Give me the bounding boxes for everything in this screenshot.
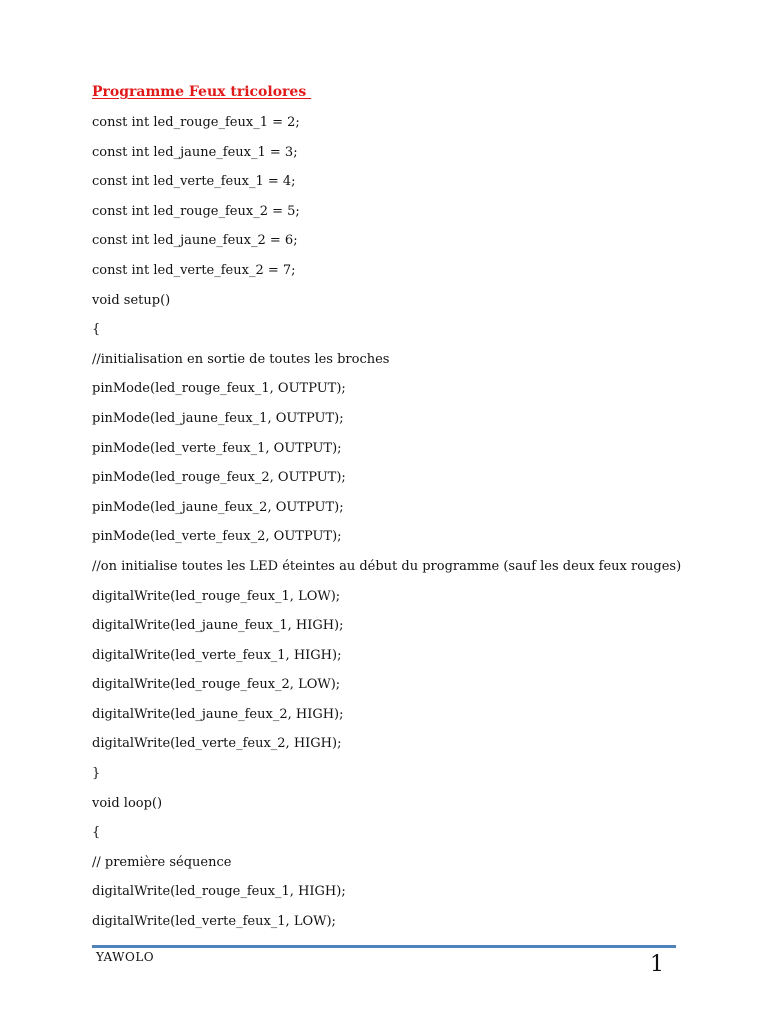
code-line: const int led_rouge_feux_2 = 5; (92, 203, 300, 219)
code-line: digitalWrite(led_jaune_feux_1, HIGH); (92, 618, 344, 634)
code-line: digitalWrite(led_jaune_feux_2, HIGH); (92, 706, 344, 722)
code-line: const int led_jaune_feux_2 = 6; (92, 233, 298, 249)
code-line: pinMode(led_jaune_feux_1, OUTPUT); (92, 410, 344, 426)
page-number: 1 (650, 952, 664, 977)
code-line: digitalWrite(led_rouge_feux_1, LOW); (92, 588, 341, 604)
code-listing (92, 114, 712, 943)
code-line: digitalWrite(led_verte_feux_1, LOW); (92, 914, 336, 930)
code-line: void setup() (92, 292, 171, 308)
code-line: pinMode(led_verte_feux_1, OUTPUT); (92, 440, 342, 456)
code-line: const int led_jaune_feux_1 = 3; (92, 144, 298, 160)
code-line: const int led_verte_feux_2 = 7; (92, 262, 296, 278)
code-line: } (92, 766, 101, 782)
code-line: digitalWrite(led_rouge_feux_2, LOW); (92, 677, 341, 693)
code-line: const int led_rouge_feux_1 = 2; (92, 115, 300, 130)
code-line: pinMode(led_rouge_feux_1, OUTPUT); (92, 381, 346, 397)
code-line: pinMode(led_jaune_feux_2, OUTPUT); (92, 499, 344, 515)
code-line: pinMode(led_rouge_feux_2, OUTPUT); (92, 470, 346, 486)
code-line: pinMode(led_verte_feux_2, OUTPUT); (92, 529, 342, 545)
code-line: void loop() (92, 795, 163, 811)
code-line: digitalWrite(led_verte_feux_1, HIGH); (92, 647, 342, 663)
code-line: //on initialise toutes les LED éteintes au début du programme (sauf les deux feux rouges) (92, 558, 682, 574)
code-line: { (92, 322, 101, 338)
footer-author: YAWOLO (96, 950, 155, 964)
footer-divider (92, 945, 676, 948)
code-line: // première séquence (92, 854, 232, 870)
code-line: { (92, 825, 101, 841)
code-line: //initialisation en sortie de toutes les broches (92, 351, 390, 367)
document-title: Programme Feux tricolores (92, 84, 312, 100)
code-line: digitalWrite(led_rouge_feux_1, HIGH); (92, 884, 346, 900)
code-line: digitalWrite(led_verte_feux_2, HIGH); (92, 736, 342, 752)
code-line: const int led_verte_feux_1 = 4; (92, 174, 296, 190)
